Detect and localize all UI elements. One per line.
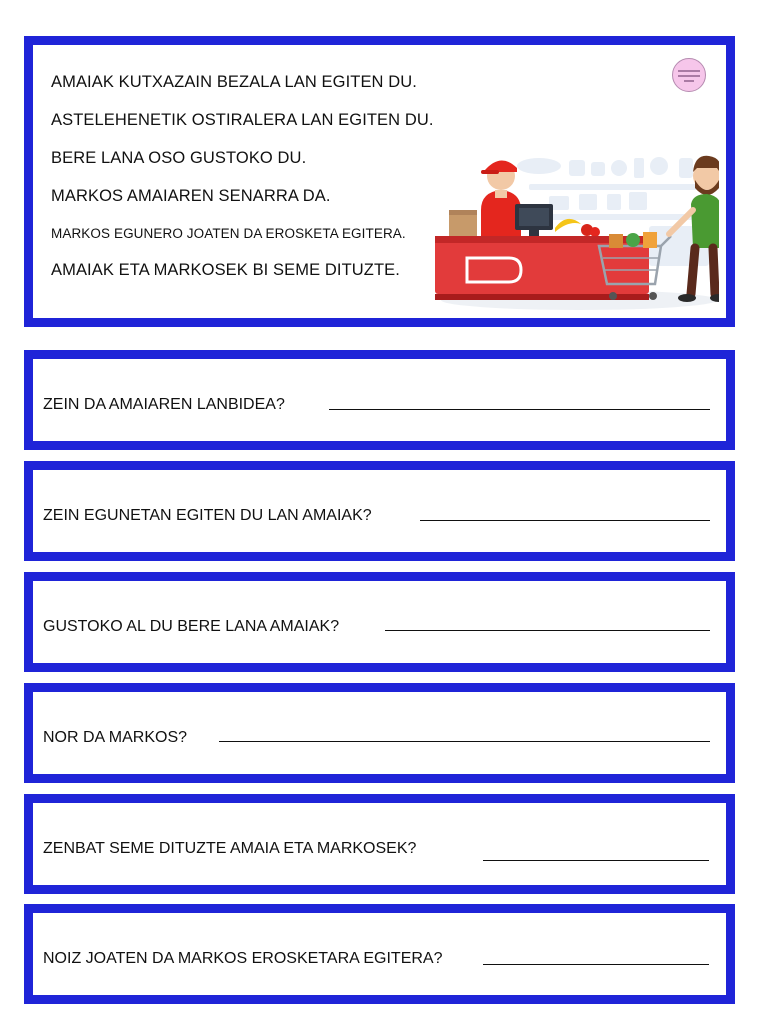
question-3-text: GUSTOKO AL DU BERE LANA AMAIAK?: [43, 618, 340, 635]
question-6-text: NOIZ JOATEN DA MARKOS EROSKETARA EGITERA?: [43, 950, 443, 967]
question-card-5: [24, 794, 735, 894]
logo-badge-icon: [672, 58, 706, 92]
answer-line-6[interactable]: [483, 964, 709, 965]
story-line-5: MARKOS EGUNERO JOATEN DA EROSKETA EGITERA.: [51, 226, 406, 241]
answer-line-4[interactable]: [219, 741, 710, 742]
story-line-3: BERE LANA OSO GUSTOKO DU.: [51, 149, 307, 167]
answer-line-2[interactable]: [420, 520, 710, 521]
question-card-4: [24, 683, 735, 783]
supermarket-checkout-illustration: [429, 148, 719, 316]
story-line-4: MARKOS AMAIAREN SENARRA DA.: [51, 187, 331, 205]
question-card-1: [24, 350, 735, 450]
question-card-6: [24, 904, 735, 1004]
story-line-2: ASTELEHENETIK OSTIRALERA LAN EGITEN DU.: [51, 111, 434, 129]
question-1-text: ZEIN DA AMAIAREN LANBIDEA?: [43, 396, 285, 413]
question-4-text: NOR DA MARKOS?: [43, 729, 188, 746]
story-line-6: AMAIAK ETA MARKOSEK BI SEME DITUZTE.: [51, 261, 400, 279]
question-card-2: [24, 461, 735, 561]
answer-line-3[interactable]: [385, 630, 710, 631]
answer-line-5[interactable]: [483, 860, 709, 861]
story-line-1: AMAIAK KUTXAZAIN BEZALA LAN EGITEN DU.: [51, 73, 417, 91]
question-card-3: [24, 572, 735, 672]
question-2-text: ZEIN EGUNETAN EGITEN DU LAN AMAIAK?: [43, 507, 372, 524]
story-card: [24, 36, 735, 327]
answer-line-1[interactable]: [329, 409, 710, 410]
question-5-text: ZENBAT SEME DITUZTE AMAIA ETA MARKOSEK?: [43, 840, 417, 857]
